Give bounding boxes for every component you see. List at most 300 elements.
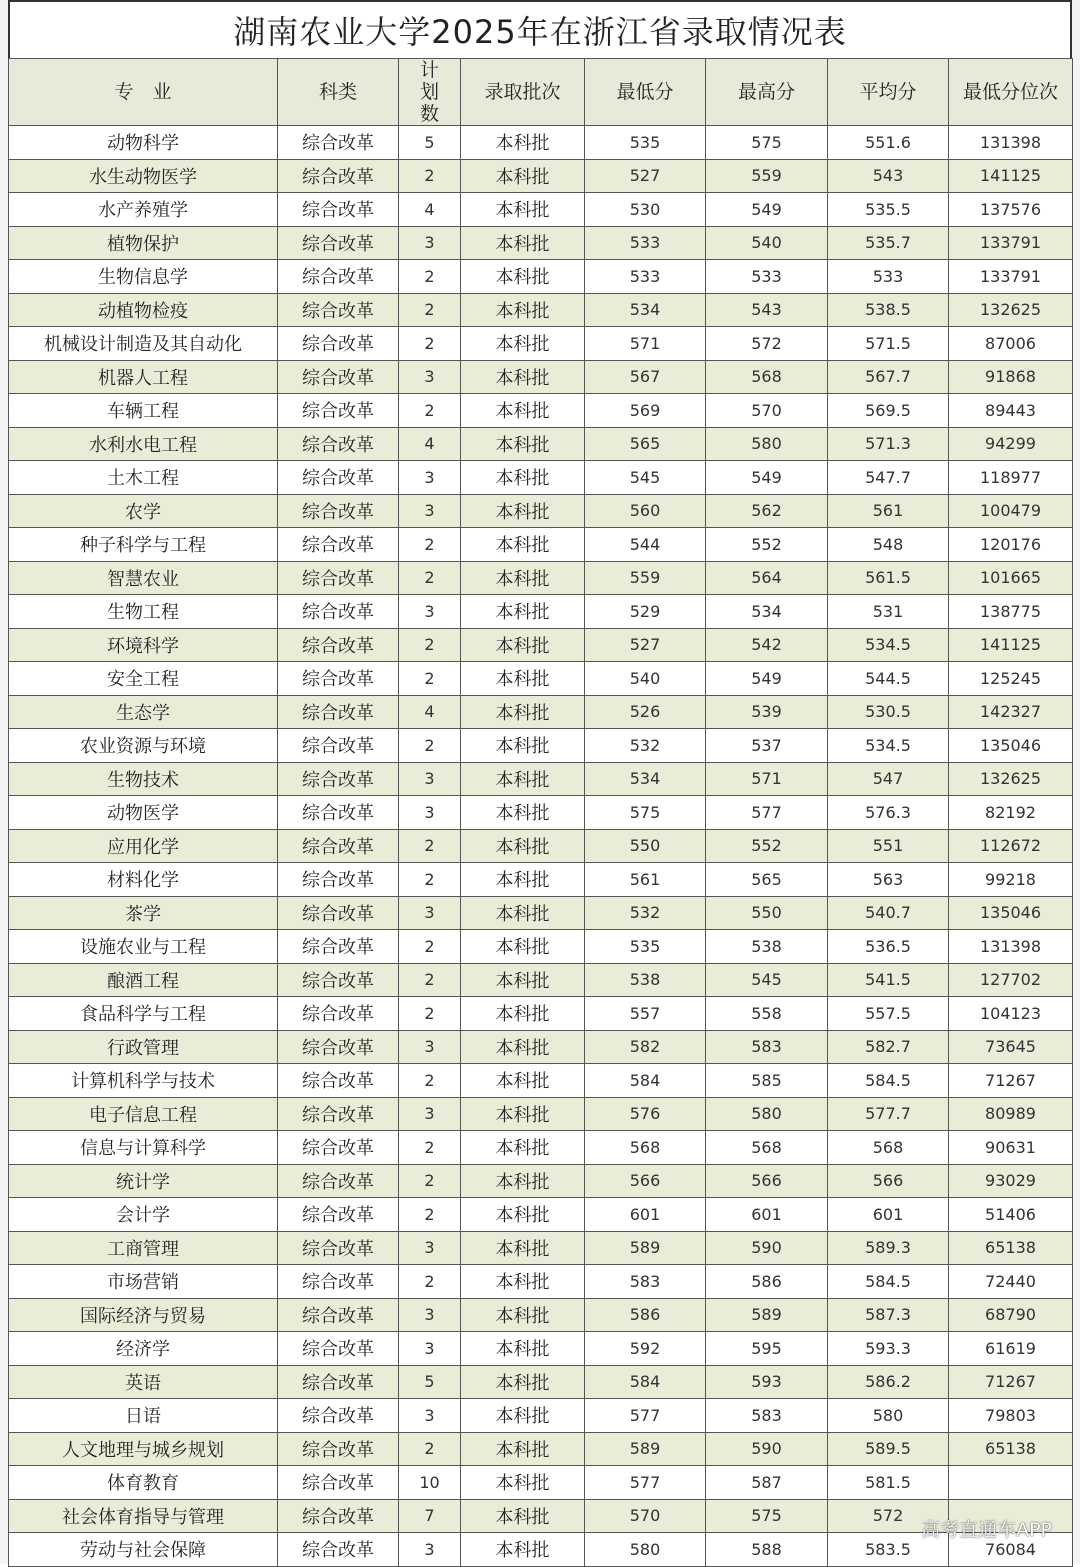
table-row bbox=[9, 1097, 1073, 1131]
cell-max-score: 549 bbox=[706, 461, 828, 495]
table-row bbox=[9, 1399, 1073, 1433]
cell-category: 综合改革 bbox=[278, 1097, 399, 1131]
cell-major: 应用化学 bbox=[9, 829, 278, 863]
cell-category: 综合改革 bbox=[278, 394, 399, 428]
cell-min-score: 567 bbox=[585, 360, 706, 394]
cell-major: 经济学 bbox=[9, 1332, 278, 1366]
cell-plan: 2 bbox=[399, 997, 461, 1031]
cell-avg-score: 571.5 bbox=[828, 327, 949, 361]
cell-min-rank: 135046 bbox=[949, 896, 1073, 930]
cell-batch: 本科批 bbox=[461, 1030, 585, 1064]
cell-category: 综合改革 bbox=[278, 1298, 399, 1332]
cell-avg-score: 583.5 bbox=[828, 1533, 949, 1567]
cell-min-score: 529 bbox=[585, 595, 706, 629]
cell-min-rank: 120176 bbox=[949, 528, 1073, 562]
cell-major: 动物科学 bbox=[9, 126, 278, 160]
table-row bbox=[9, 494, 1073, 528]
cell-major: 国际经济与贸易 bbox=[9, 1298, 278, 1332]
cell-major: 种子科学与工程 bbox=[9, 528, 278, 562]
cell-major: 动植物检疫 bbox=[9, 293, 278, 327]
cell-category: 综合改革 bbox=[278, 126, 399, 160]
column-header-min-rank: 最低分位次 bbox=[949, 59, 1073, 126]
cell-major: 工商管理 bbox=[9, 1231, 278, 1265]
cell-min-rank: 61619 bbox=[949, 1332, 1073, 1366]
cell-min-rank: 68790 bbox=[949, 1298, 1073, 1332]
cell-plan: 2 bbox=[399, 528, 461, 562]
cell-max-score: 571 bbox=[706, 762, 828, 796]
cell-min-score: 526 bbox=[585, 695, 706, 729]
cell-category: 综合改革 bbox=[278, 829, 399, 863]
cell-max-score: 586 bbox=[706, 1265, 828, 1299]
cell-max-score: 549 bbox=[706, 662, 828, 696]
cell-avg-score: 566 bbox=[828, 1164, 949, 1198]
cell-plan: 2 bbox=[399, 1432, 461, 1466]
table-row bbox=[9, 1332, 1073, 1366]
cell-major: 行政管理 bbox=[9, 1030, 278, 1064]
cell-plan: 3 bbox=[399, 360, 461, 394]
watermark-text: 高考直通车APP bbox=[921, 1519, 1052, 1541]
cell-batch: 本科批 bbox=[461, 494, 585, 528]
cell-major: 材料化学 bbox=[9, 863, 278, 897]
cell-min-score: 559 bbox=[585, 561, 706, 595]
cell-avg-score: 533 bbox=[828, 260, 949, 294]
table-row bbox=[9, 662, 1073, 696]
cell-major: 农学 bbox=[9, 494, 278, 528]
cell-batch: 本科批 bbox=[461, 461, 585, 495]
cell-min-score: 545 bbox=[585, 461, 706, 495]
table-body bbox=[9, 126, 1073, 1567]
table-row bbox=[9, 896, 1073, 930]
cell-min-score: 533 bbox=[585, 260, 706, 294]
cell-min-score: 544 bbox=[585, 528, 706, 562]
cell-category: 综合改革 bbox=[278, 1198, 399, 1232]
cell-plan: 2 bbox=[399, 930, 461, 964]
cell-batch: 本科批 bbox=[461, 1298, 585, 1332]
cell-batch: 本科批 bbox=[461, 829, 585, 863]
cell-avg-score: 540.7 bbox=[828, 896, 949, 930]
cell-plan: 3 bbox=[399, 1399, 461, 1433]
admission-table bbox=[8, 58, 1073, 1567]
cell-min-score: 534 bbox=[585, 293, 706, 327]
cell-min-rank: 100479 bbox=[949, 494, 1073, 528]
cell-min-rank: 141125 bbox=[949, 159, 1073, 193]
cell-avg-score: 584.5 bbox=[828, 1265, 949, 1299]
cell-avg-score: 530.5 bbox=[828, 695, 949, 729]
cell-major: 社会体育指导与管理 bbox=[9, 1499, 278, 1533]
cell-min-score: 586 bbox=[585, 1298, 706, 1332]
cell-avg-score: 534.5 bbox=[828, 628, 949, 662]
cell-max-score: 552 bbox=[706, 528, 828, 562]
cell-min-rank: 79803 bbox=[949, 1399, 1073, 1433]
cell-plan: 5 bbox=[399, 1365, 461, 1399]
cell-min-score: 584 bbox=[585, 1064, 706, 1098]
cell-batch: 本科批 bbox=[461, 1097, 585, 1131]
cell-max-score: 590 bbox=[706, 1432, 828, 1466]
cell-max-score: 583 bbox=[706, 1030, 828, 1064]
cell-batch: 本科批 bbox=[461, 930, 585, 964]
cell-batch: 本科批 bbox=[461, 1064, 585, 1098]
cell-plan: 4 bbox=[399, 695, 461, 729]
cell-avg-score: 561.5 bbox=[828, 561, 949, 595]
cell-plan: 3 bbox=[399, 796, 461, 830]
cell-max-score: 585 bbox=[706, 1064, 828, 1098]
cell-avg-score: 569.5 bbox=[828, 394, 949, 428]
cell-min-rank: 76084 bbox=[949, 1533, 1073, 1567]
cell-min-score: 583 bbox=[585, 1265, 706, 1299]
cell-min-score: 575 bbox=[585, 796, 706, 830]
cell-avg-score: 563 bbox=[828, 863, 949, 897]
column-header-major: 专 业 bbox=[9, 59, 278, 126]
cell-min-score: 592 bbox=[585, 1332, 706, 1366]
cell-min-score: 580 bbox=[585, 1533, 706, 1567]
cell-max-score: 538 bbox=[706, 930, 828, 964]
cell-plan: 3 bbox=[399, 595, 461, 629]
cell-min-rank: 80989 bbox=[949, 1097, 1073, 1131]
cell-max-score: 559 bbox=[706, 159, 828, 193]
cell-plan: 3 bbox=[399, 896, 461, 930]
cell-max-score: 589 bbox=[706, 1298, 828, 1332]
table-row bbox=[9, 762, 1073, 796]
cell-min-rank: 93029 bbox=[949, 1164, 1073, 1198]
cell-major: 生物工程 bbox=[9, 595, 278, 629]
cell-major: 日语 bbox=[9, 1399, 278, 1433]
table-row bbox=[9, 1131, 1073, 1165]
cell-min-rank: 132625 bbox=[949, 762, 1073, 796]
cell-category: 综合改革 bbox=[278, 1265, 399, 1299]
cell-max-score: 565 bbox=[706, 863, 828, 897]
cell-category: 综合改革 bbox=[278, 662, 399, 696]
cell-plan: 3 bbox=[399, 1231, 461, 1265]
table-row bbox=[9, 595, 1073, 629]
cell-plan: 2 bbox=[399, 327, 461, 361]
cell-min-rank: 89443 bbox=[949, 394, 1073, 428]
cell-major: 劳动与社会保障 bbox=[9, 1533, 278, 1567]
cell-max-score: 580 bbox=[706, 427, 828, 461]
cell-plan: 2 bbox=[399, 863, 461, 897]
cell-major: 计算机科学与技术 bbox=[9, 1064, 278, 1098]
cell-batch: 本科批 bbox=[461, 327, 585, 361]
cell-major: 水产养殖学 bbox=[9, 193, 278, 227]
cell-min-score: 527 bbox=[585, 628, 706, 662]
cell-plan: 2 bbox=[399, 729, 461, 763]
cell-major: 安全工程 bbox=[9, 662, 278, 696]
cell-avg-score: 534.5 bbox=[828, 729, 949, 763]
cell-category: 综合改革 bbox=[278, 896, 399, 930]
cell-category: 综合改革 bbox=[278, 494, 399, 528]
cell-batch: 本科批 bbox=[461, 226, 585, 260]
table-row bbox=[9, 1365, 1073, 1399]
cell-category: 综合改革 bbox=[278, 1064, 399, 1098]
cell-batch: 本科批 bbox=[461, 695, 585, 729]
cell-min-score: 534 bbox=[585, 762, 706, 796]
cell-category: 综合改革 bbox=[278, 997, 399, 1031]
cell-max-score: 580 bbox=[706, 1097, 828, 1131]
cell-category: 综合改革 bbox=[278, 360, 399, 394]
cell-avg-score: 547.7 bbox=[828, 461, 949, 495]
cell-avg-score: 535.7 bbox=[828, 226, 949, 260]
cell-batch: 本科批 bbox=[461, 863, 585, 897]
cell-min-score: 530 bbox=[585, 193, 706, 227]
cell-plan: 2 bbox=[399, 561, 461, 595]
table-row bbox=[9, 327, 1073, 361]
table-row bbox=[9, 963, 1073, 997]
cell-plan: 2 bbox=[399, 1131, 461, 1165]
cell-min-score: 533 bbox=[585, 226, 706, 260]
cell-plan: 3 bbox=[399, 461, 461, 495]
cell-avg-score: 593.3 bbox=[828, 1332, 949, 1366]
cell-category: 综合改革 bbox=[278, 695, 399, 729]
cell-min-score: 569 bbox=[585, 394, 706, 428]
table-row bbox=[9, 1499, 1073, 1533]
cell-avg-score: 571.3 bbox=[828, 427, 949, 461]
cell-min-score: 568 bbox=[585, 1131, 706, 1165]
cell-min-score: 576 bbox=[585, 1097, 706, 1131]
table-row bbox=[9, 126, 1073, 160]
column-header-max-score: 最高分 bbox=[706, 59, 828, 126]
cell-category: 综合改革 bbox=[278, 327, 399, 361]
cell-max-score: 568 bbox=[706, 360, 828, 394]
cell-min-score: 570 bbox=[585, 1499, 706, 1533]
cell-major: 市场营销 bbox=[9, 1265, 278, 1299]
cell-plan: 2 bbox=[399, 963, 461, 997]
cell-max-score: 566 bbox=[706, 1164, 828, 1198]
cell-batch: 本科批 bbox=[461, 963, 585, 997]
table-row bbox=[9, 796, 1073, 830]
table-row bbox=[9, 1198, 1073, 1232]
cell-min-score: 540 bbox=[585, 662, 706, 696]
cell-min-rank: 142327 bbox=[949, 695, 1073, 729]
column-header-batch: 录取批次 bbox=[461, 59, 585, 126]
cell-min-rank bbox=[949, 1466, 1073, 1500]
cell-plan: 10 bbox=[399, 1466, 461, 1500]
cell-plan: 4 bbox=[399, 193, 461, 227]
cell-avg-score: 551.6 bbox=[828, 126, 949, 160]
cell-batch: 本科批 bbox=[461, 394, 585, 428]
cell-plan: 2 bbox=[399, 1164, 461, 1198]
cell-plan: 2 bbox=[399, 260, 461, 294]
cell-max-score: 543 bbox=[706, 293, 828, 327]
cell-min-score: 560 bbox=[585, 494, 706, 528]
cell-category: 综合改革 bbox=[278, 796, 399, 830]
cell-min-rank: 90631 bbox=[949, 1131, 1073, 1165]
cell-batch: 本科批 bbox=[461, 1466, 585, 1500]
cell-min-score: 532 bbox=[585, 896, 706, 930]
table-row bbox=[9, 1030, 1073, 1064]
cell-major: 生物信息学 bbox=[9, 260, 278, 294]
cell-plan: 3 bbox=[399, 1030, 461, 1064]
cell-plan: 2 bbox=[399, 1064, 461, 1098]
cell-max-score: 593 bbox=[706, 1365, 828, 1399]
cell-min-rank: 112672 bbox=[949, 829, 1073, 863]
cell-min-score: 566 bbox=[585, 1164, 706, 1198]
cell-min-rank: 91868 bbox=[949, 360, 1073, 394]
cell-max-score: 577 bbox=[706, 796, 828, 830]
cell-min-rank: 138775 bbox=[949, 595, 1073, 629]
table-row bbox=[9, 427, 1073, 461]
cell-batch: 本科批 bbox=[461, 796, 585, 830]
cell-batch: 本科批 bbox=[461, 1432, 585, 1466]
cell-avg-score: 582.7 bbox=[828, 1030, 949, 1064]
cell-avg-score: 568 bbox=[828, 1131, 949, 1165]
cell-min-rank: 135046 bbox=[949, 729, 1073, 763]
table-row bbox=[9, 695, 1073, 729]
cell-major: 环境科学 bbox=[9, 628, 278, 662]
cell-min-rank: 131398 bbox=[949, 126, 1073, 160]
cell-plan: 2 bbox=[399, 829, 461, 863]
cell-plan: 3 bbox=[399, 1533, 461, 1567]
cell-batch: 本科批 bbox=[461, 762, 585, 796]
table-row bbox=[9, 863, 1073, 897]
cell-major: 水利水电工程 bbox=[9, 427, 278, 461]
cell-category: 综合改革 bbox=[278, 963, 399, 997]
table-row bbox=[9, 997, 1073, 1031]
cell-batch: 本科批 bbox=[461, 729, 585, 763]
cell-batch: 本科批 bbox=[461, 1499, 585, 1533]
cell-batch: 本科批 bbox=[461, 628, 585, 662]
cell-avg-score: 541.5 bbox=[828, 963, 949, 997]
cell-category: 综合改革 bbox=[278, 1131, 399, 1165]
cell-max-score: 588 bbox=[706, 1533, 828, 1567]
cell-plan: 3 bbox=[399, 494, 461, 528]
cell-avg-score: 551 bbox=[828, 829, 949, 863]
cell-avg-score: 561 bbox=[828, 494, 949, 528]
cell-plan: 3 bbox=[399, 762, 461, 796]
cell-min-score: 565 bbox=[585, 427, 706, 461]
cell-plan: 2 bbox=[399, 662, 461, 696]
cell-max-score: 549 bbox=[706, 193, 828, 227]
cell-max-score: 539 bbox=[706, 695, 828, 729]
cell-avg-score: 587.3 bbox=[828, 1298, 949, 1332]
cell-major: 体育教育 bbox=[9, 1466, 278, 1500]
cell-plan: 2 bbox=[399, 394, 461, 428]
cell-plan: 3 bbox=[399, 1332, 461, 1366]
cell-category: 综合改革 bbox=[278, 729, 399, 763]
table-row bbox=[9, 394, 1073, 428]
cell-min-score: 601 bbox=[585, 1198, 706, 1232]
table-row bbox=[9, 561, 1073, 595]
table-row bbox=[9, 159, 1073, 193]
cell-batch: 本科批 bbox=[461, 1399, 585, 1433]
cell-batch: 本科批 bbox=[461, 260, 585, 294]
cell-batch: 本科批 bbox=[461, 1332, 585, 1366]
cell-min-score: 589 bbox=[585, 1231, 706, 1265]
table-row bbox=[9, 226, 1073, 260]
cell-category: 综合改革 bbox=[278, 226, 399, 260]
cell-batch: 本科批 bbox=[461, 126, 585, 160]
cell-min-score: 589 bbox=[585, 1432, 706, 1466]
cell-min-rank: 118977 bbox=[949, 461, 1073, 495]
cell-max-score: 533 bbox=[706, 260, 828, 294]
cell-min-score: 535 bbox=[585, 126, 706, 160]
cell-plan: 7 bbox=[399, 1499, 461, 1533]
cell-max-score: 534 bbox=[706, 595, 828, 629]
cell-major: 车辆工程 bbox=[9, 394, 278, 428]
table-row bbox=[9, 360, 1073, 394]
cell-plan: 2 bbox=[399, 1265, 461, 1299]
cell-batch: 本科批 bbox=[461, 1164, 585, 1198]
cell-avg-score: 601 bbox=[828, 1198, 949, 1232]
cell-plan: 3 bbox=[399, 1097, 461, 1131]
cell-min-rank: 101665 bbox=[949, 561, 1073, 595]
cell-avg-score: 584.5 bbox=[828, 1064, 949, 1098]
table-row bbox=[9, 193, 1073, 227]
cell-min-rank: 104123 bbox=[949, 997, 1073, 1031]
column-header-avg-score: 平均分 bbox=[828, 59, 949, 126]
cell-category: 综合改革 bbox=[278, 762, 399, 796]
cell-category: 综合改革 bbox=[278, 595, 399, 629]
cell-major: 水生动物医学 bbox=[9, 159, 278, 193]
table-row bbox=[9, 729, 1073, 763]
cell-batch: 本科批 bbox=[461, 528, 585, 562]
cell-major: 食品科学与工程 bbox=[9, 997, 278, 1031]
cell-max-score: 570 bbox=[706, 394, 828, 428]
cell-major: 动物医学 bbox=[9, 796, 278, 830]
cell-avg-score: 557.5 bbox=[828, 997, 949, 1031]
cell-min-score: 584 bbox=[585, 1365, 706, 1399]
cell-avg-score: 577.7 bbox=[828, 1097, 949, 1131]
cell-max-score: 537 bbox=[706, 729, 828, 763]
cell-max-score: 568 bbox=[706, 1131, 828, 1165]
cell-min-rank: 72440 bbox=[949, 1265, 1073, 1299]
cell-batch: 本科批 bbox=[461, 1198, 585, 1232]
column-header-plan: 计划数 bbox=[399, 59, 461, 126]
cell-avg-score: 576.3 bbox=[828, 796, 949, 830]
cell-max-score: 601 bbox=[706, 1198, 828, 1232]
table-row bbox=[9, 829, 1073, 863]
cell-min-score: 535 bbox=[585, 930, 706, 964]
cell-min-rank: 65138 bbox=[949, 1432, 1073, 1466]
cell-plan: 3 bbox=[399, 226, 461, 260]
cell-min-score: 532 bbox=[585, 729, 706, 763]
cell-min-rank: 131398 bbox=[949, 930, 1073, 964]
table-row bbox=[9, 1265, 1073, 1299]
cell-category: 综合改革 bbox=[278, 1533, 399, 1567]
cell-batch: 本科批 bbox=[461, 427, 585, 461]
cell-avg-score: 580 bbox=[828, 1399, 949, 1433]
table-row bbox=[9, 1298, 1073, 1332]
cell-category: 综合改革 bbox=[278, 1466, 399, 1500]
cell-max-score: 540 bbox=[706, 226, 828, 260]
cell-batch: 本科批 bbox=[461, 997, 585, 1031]
cell-batch: 本科批 bbox=[461, 1265, 585, 1299]
cell-min-rank: 71267 bbox=[949, 1365, 1073, 1399]
cell-avg-score: 548 bbox=[828, 528, 949, 562]
cell-category: 综合改革 bbox=[278, 461, 399, 495]
cell-category: 综合改革 bbox=[278, 293, 399, 327]
cell-avg-score: 535.5 bbox=[828, 193, 949, 227]
cell-batch: 本科批 bbox=[461, 561, 585, 595]
cell-min-rank: 94299 bbox=[949, 427, 1073, 461]
table-row bbox=[9, 260, 1073, 294]
cell-batch: 本科批 bbox=[461, 1231, 585, 1265]
cell-min-rank: 87006 bbox=[949, 327, 1073, 361]
cell-major: 机械设计制造及其自动化 bbox=[9, 327, 278, 361]
cell-major: 英语 bbox=[9, 1365, 278, 1399]
cell-min-rank: 51406 bbox=[949, 1198, 1073, 1232]
cell-avg-score: 586.2 bbox=[828, 1365, 949, 1399]
cell-major: 会计学 bbox=[9, 1198, 278, 1232]
cell-max-score: 572 bbox=[706, 327, 828, 361]
cell-min-score: 527 bbox=[585, 159, 706, 193]
cell-category: 综合改革 bbox=[278, 628, 399, 662]
cell-max-score: 552 bbox=[706, 829, 828, 863]
cell-min-score: 577 bbox=[585, 1399, 706, 1433]
cell-min-rank: 133791 bbox=[949, 260, 1073, 294]
cell-major: 信息与计算科学 bbox=[9, 1131, 278, 1165]
table-title: 湖南农业大学2025年在浙江省录取情况表 bbox=[8, 0, 1072, 58]
cell-min-score: 582 bbox=[585, 1030, 706, 1064]
cell-category: 综合改革 bbox=[278, 159, 399, 193]
